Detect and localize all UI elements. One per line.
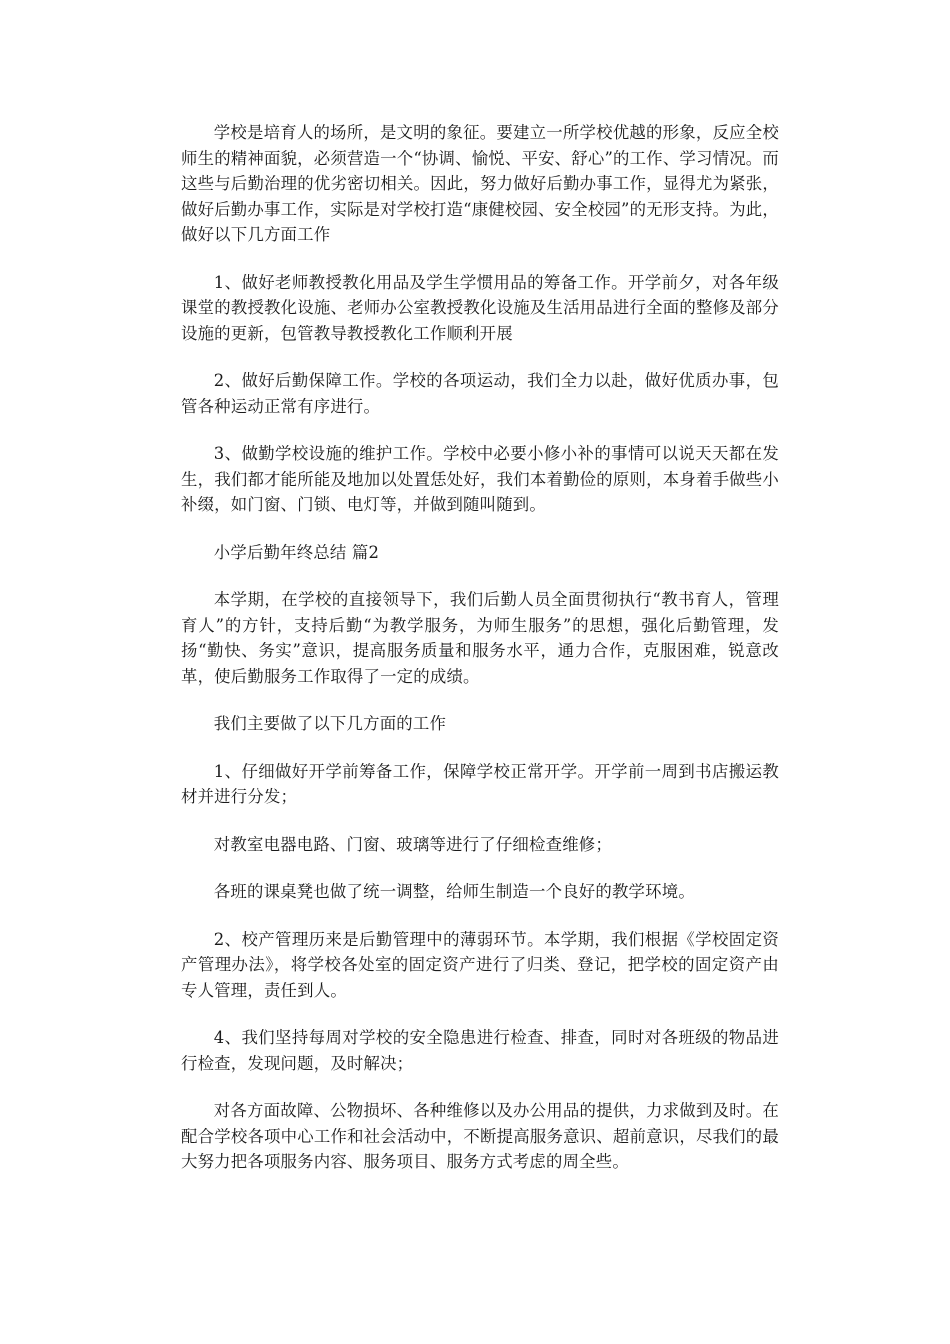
paragraph-intro: 学校是培育人的场所，是文明的象征。要建立一所学校优越的形象，反应全校师生的精神面貌，必须营造一个“协调、愉悦、平安、舒心”的工作、学习情况。而这些与后勤治理的优劣密切相关。因此，努力做好后勤办事工作，显得尤为紧张，做好后勤办事工作，实际是对学校打造“康健校园、安全校园”的无形支持。为此，做好以下几方面工作 [181,123,779,244]
paragraph-section2-intro: 本学期，在学校的直接领导下，我们后勤人员全面贯彻执行“教书育人，管理育人”的方针，支持后勤“为教学服务，为师生服务”的思想，强化后勤管理，发扬“勤快、务实”意识，提高服务质量和服务水平，通力合作，克服困难，锐意改革，使后勤服务工作取得了一定的成绩。 [181,590,779,686]
section-heading: 小学后勤年终总结 篇2 [213,542,380,562]
paragraph-item-1: 1、做好老师教授教化用品及学生学惯用品的筹备工作。开学前夕，对各年级课堂的教授教化设施、老师办公室教授教化设施及生活用品进行全面的整修及部分设施的更新，包管教导教授教化工作顺利开展 [181,272,779,343]
paragraph-work-1c: 各班的课桌凳也做了统一调整，给师生制造一个良好的教学环境。 [213,882,695,901]
paragraph-work-1b: 对教室电器电路、门窗、玻璃等进行了仔细检查维修； [213,834,612,854]
paragraph-work-4: 4、我们坚持每周对学校的安全隐患进行检查、排查，同时对各班级的物品进行检查，发现问题，及时解决； [181,1028,779,1073]
paragraph-item-2: 2、做好后勤保障工作。学校的各项运动，我们全力以赴，做好优质办事，包管各种运动正常有序进行。 [181,371,779,416]
paragraph-work-2: 2、校产管理历来是后勤管理中的薄弱环节。本学期，我们根据《学校固定资产管理办法》，将学校各处室的固定资产进行了归类、登记，把学校的固定资产由专人管理，责任到人。 [181,929,779,1000]
paragraph-work-4b: 对各方面故障、公物损坏、各种维修以及办公用品的提供，力求做到及时。在配合学校各项中心工作和社会活动中，不断提高服务意识、超前意识，尽我们的最大努力把各项服务内容、服务项目、服务方式考虑的周全些。 [181,1101,779,1171]
paragraph-work-1: 1、仔细做好开学前筹备工作，保障学校正常开学。开学前一周到书店搬运教材并进行分发； [181,761,779,806]
document-page [181,120,779,1197]
paragraph-item-3: 3、做勤学校设施的维护工作。学校中必要小修小补的事情可以说天天都在发生，我们都才能所能及地加以处置恁处好，我们本着勤俭的原则，本身着手做些小补缀，如门窗、门锁、电灯等，并做到随叫随到。 [181,444,779,514]
paragraph-work-overview: 我们主要做了以下几方面的工作 [213,714,447,733]
